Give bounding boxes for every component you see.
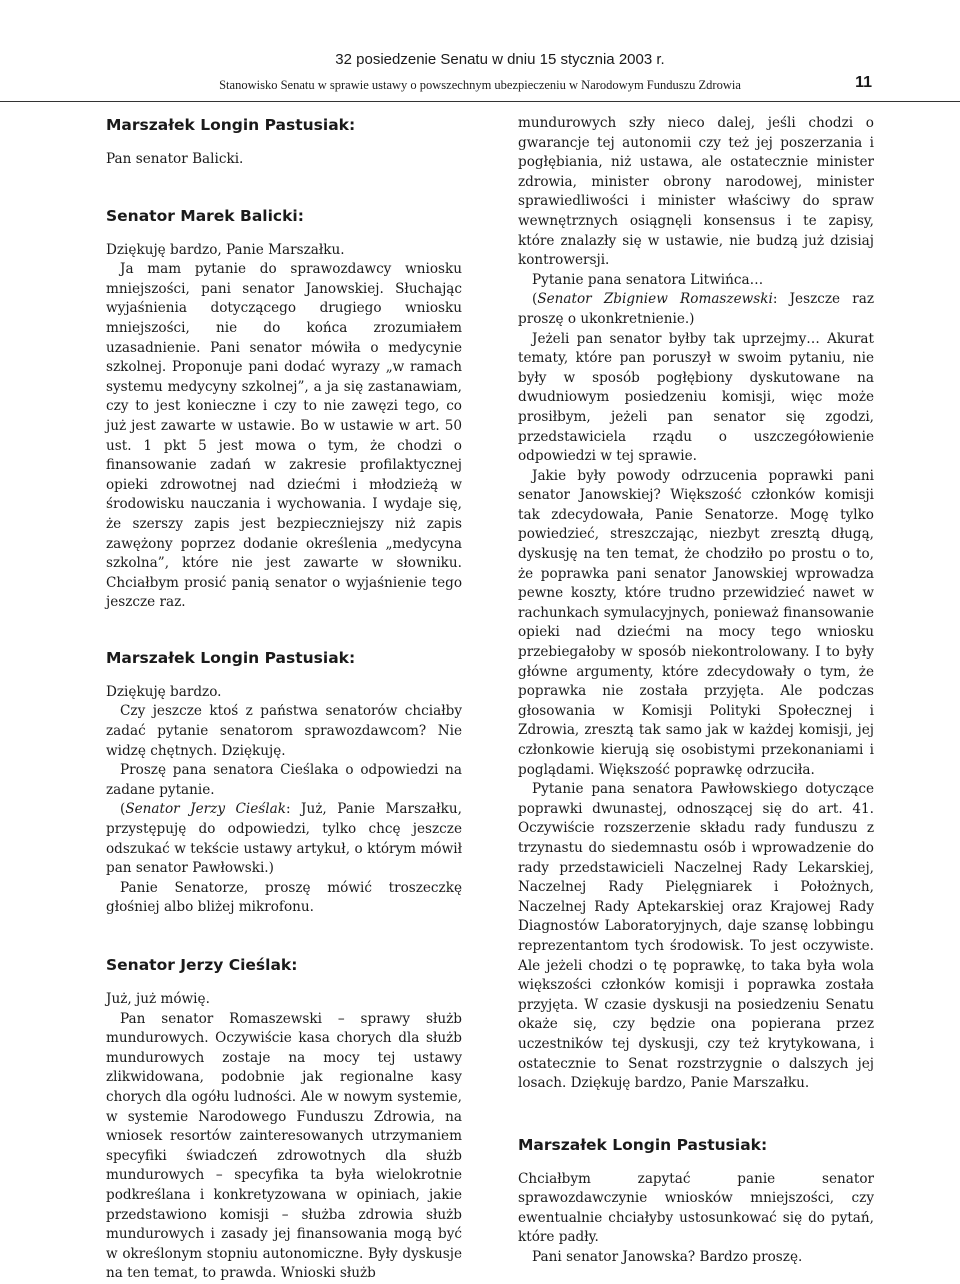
paragraph: Proszę pana senatora Cieślaka o odpowiedzi na zadane pytanie. [106,762,462,798]
page-number: 11 [855,74,872,91]
document-subtitle: Stanowisko Senatu w sprawie ustawy o powszechnym ubezpieczeniu w Narodowym Funduszu Zdrowia [219,78,741,92]
paragraph: mundurowych szły nieco dalej, jeśli chodzi o gwarancje tej autonomii czy też jej poszerzania i pogłębiania, niż ustawa, ale ostatecznie minister zdrowia, minister obrony narodowej, minister sprawiedliwości i minister właściwy do spraw wewnętrznych osiągnęli konsensus i te zapisy, które znalazły się w ustawie, nie budzą już dzisiaj kontrowersji. [518,115,874,269]
speaker-heading: Marszałek Longin Pastusiak: [518,1135,768,1154]
left-column [106,114,462,1284]
stage-direction-speaker: Senator Jerzy Cieślak [125,801,286,818]
session-title: 32 posiedzenie Senatu w dniu 15 stycznia 2003 r. [335,51,665,68]
stage-direction-text: : Już, Panie Marszałku, przystępuję do odpowiedzi, tylko chcę jeszcze odszukać w tekście ustawy artykuł, o którym mówił pan senator Pawłowski.) [106,801,462,877]
paragraph: Pytanie pana senatora Pawłowskiego dotyczące poprawki dwunastej, odnoszącej się do art. 41. Oczywiście rozszerzenie składu rady funduszu z trzynastu do siedemnastu osób i wprowadzenie do rady przedstawicieli Naczelnej Rady Lekarskiej, Naczelnej Rady Pielęgniarek i Położnych, Naczelnej Rady Aptekarskiej oraz Krajowej Rady Diagnostów Laboratoryjnych, daje szansę lobbingu reprezentantom tych środowisk. To jest oczywiste. Ale jeżeli chodzi o tę poprawkę, to taka była wola większości członków komisji i poprawka została przyjęta. W czasie dyskusji na posiedzeniu Senatu okaże się, czy będzie ona popierana przez uczestników tej dyskusji, czy też krytykowana, i ostatecznie to Senat rozstrzygnie o dalszych jej losach. Dziękuję bardzo, Panie Marszałku. [518,781,874,1092]
paragraph: Pan senator Balicki. [106,151,244,167]
stage-direction-text: : Jeszcze raz proszę o ukonkretnienie.) [518,291,874,327]
paragraph: Jeżeli pan senator byłby tak uprzejmy… Akurat tematy, które pan poruszył w swoim pytaniu, nie były w sposób pogłębiony dyskutowane na dwudniowym posiedzeniu komisji, więc może prosiłbym, jeżeli pan senator się zgodzi, przedstawiciela rządu o uszczegółowienie odpowiedzi w tej sprawie. [518,330,874,465]
paragraph [106,800,462,878]
paragraph: Już, już mówię. [106,991,210,1007]
paragraph: Pytanie pana senatora Litwińca… [532,271,764,288]
paragraph [518,290,874,329]
paragraph: Chciałbym zapytać panie senator sprawozdawczynie wniosków mniejszości, czy ewentualnie chciałyby ustosunkować się do pytań, które padły. [518,1170,874,1246]
speaker-heading: Senator Marek Balicki: [106,206,304,225]
speaker-heading: Marszałek Longin Pastusiak: [106,648,356,667]
paragraph: Panie Senatorze, proszę mówić troszeczkę głośniej albo bliżej mikrofonu. [106,879,462,916]
paragraph: Pani senator Janowska? Bardzo proszę. [532,1249,803,1266]
speaker-heading: Senator Jerzy Cieślak: [106,956,298,974]
right-column [518,114,874,1268]
paragraph: Pan senator Romaszewski – sprawy służb mundurowych. Oczywiście kasa chorych dla służb mundurowych zostaje na mocy tej ustawy zlikwidowana, podobnie jak regionalne kasy chorych dla ogółu ludności. Ale w nowym systemie, w systemie Narodowego Funduszu Zdrowia, na wniosek resortów zainteresowanych utrzymaniem specyfiki świadczeń zdrowotnych dla służb mundurowych – specyfika ta była wielokrotnie podkreślana i konkretyzowana w opiniach, jakie przedstawiono komisji – służba zdrowia służb mundurowych i zasady jej finansowania mogą być w określonym stopniu autonomiczne. Były dyskusje na ten temat, to prawda. Wnioski służb [106,1010,462,1282]
paragraph: Ja mam pytanie do sprawozdawcy wniosku mniejszości, pani senator Janowskiej. Słuchając wyjaśnienia dotyczącego drugiego wniosku mniejszości, nie do końca zrozumiałem uzasadnienie. Pani senator mówiła o medycynie szkolnej. Proponuje pani dodać wyrazy „w ramach systemu medycyny szkolnej”, a ja się zastanawiam, czy to jest konieczne i czy to nie zawęzi tego, co już jest zawarte w ustawie. Bo w ustawie w art. 50 ust. 1 pkt 5 jest mowa o tym, że chodzi o finansowanie zadań w zakresie profilaktycznej opieki zdrowotnej nad dziećmi i młodzieżą w środowisku nauczania i wychowania. I wydaje się, że szerszy zapis jest bezpieczniejszy niż zapis zawężony poprzez dodanie określenia „medycyna szkolna”, które nie jest zawarte w słowniku. Chciałbym prosić panią senator o wyjaśnienie tego jeszcze raz. [106,261,462,611]
page-header [0,50,960,100]
paren-open: ( [532,291,538,308]
paragraph: Dziękuję bardzo, Panie Marszałku. [106,241,345,258]
paren-open: ( [120,801,126,818]
stage-direction-speaker: Senator Zbigniew Romaszewski [537,291,773,308]
paragraph: Czy jeszcze ktoś z państwa senatorów chciałby zadać pytanie senatorom sprawozdawcom? Nie widzę chętnych. Dziękuję. [106,703,462,759]
header-rule [0,101,960,102]
paragraph: Jakie były powody odrzucenia poprawki pani senator Janowskiej? Większość członków komisji tak zdecydowała, Panie Senatorze. Mogę tylko powiedzieć, streszczając, niezbyt zresztą długą, dyskusję na ten temat, że chodziło po prostu o to, że poprawka pani senator Janowskiej wprowadza pewne koszty, które trudno przewidzieć nawet w rachunkach symulacyjnych, ponieważ finansowanie opieki nad dziećmi na mocy tego wniosku przebiegałoby w sposób niekontrolowany. I to były główne argumenty, które zdecydowały o tym, że poprawka nie została przyjęta. Ale podczas głosowania w Komisji Polityki Społecznej i Zdrowia, zresztą tak samo jak w każdej komisji, jej członkowie kierują się osobistymi przekonaniami i poglądami. Większość poprawkę odrzuciła. [518,467,874,778]
paragraph: Dziękuję bardzo. [106,683,222,700]
speaker-heading: Marszałek Longin Pastusiak: [106,116,356,134]
